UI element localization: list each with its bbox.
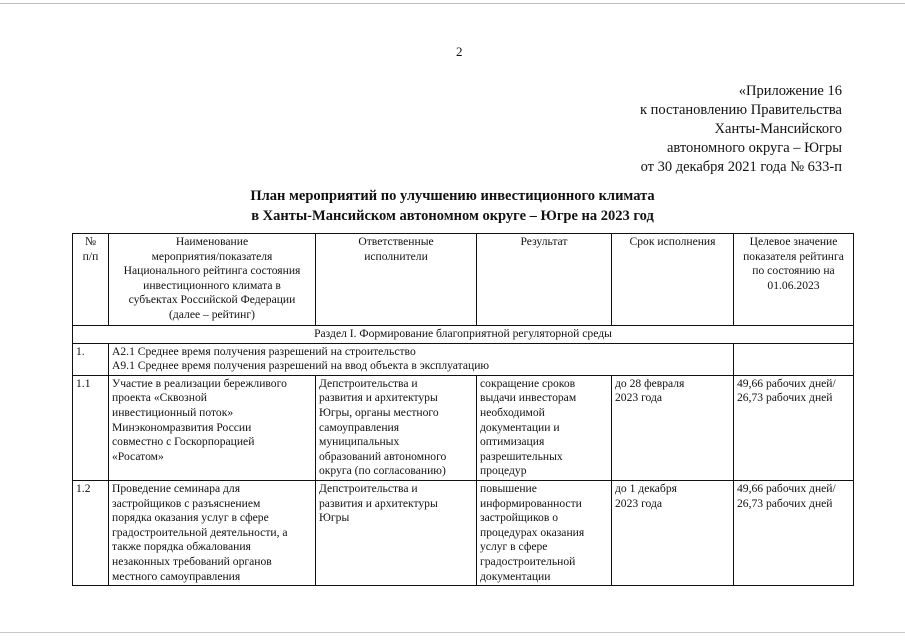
group-empty-cell <box>734 343 854 375</box>
cell-line: Минэкономразвития России <box>112 420 252 434</box>
header-text: субъектах Российской Федерации <box>128 293 296 307</box>
header-text: Результат <box>520 235 568 248</box>
cell-line: застройщиков с разъяснением <box>112 496 261 510</box>
cell-line: документации <box>480 569 551 583</box>
cell-line: градостроительной деятельности, а <box>112 525 288 539</box>
header-text: (далее – рейтинг) <box>169 307 255 321</box>
cell-line: порядка оказания услуг в сфере <box>112 511 269 525</box>
header-name <box>109 234 316 326</box>
header-deadline <box>612 234 734 326</box>
cell-line: 49,66 рабочих дней/ <box>737 481 836 495</box>
header-text: Наименование <box>175 235 249 248</box>
cell-line: услуг в сфере <box>480 540 548 554</box>
cell-line: необходимой <box>480 405 545 419</box>
cell-line: Проведение семинара для <box>112 481 241 495</box>
cell-line: образований автономного <box>319 449 447 463</box>
cell-line: процедурах оказания <box>480 525 585 539</box>
cell-line: процедур <box>480 464 527 478</box>
cell-line: Депстроительства и <box>319 481 418 495</box>
row-responsible <box>316 375 477 480</box>
row-target <box>734 480 854 585</box>
row-num: 1.1 <box>73 375 109 480</box>
header-result <box>477 234 612 326</box>
row-result <box>477 480 612 585</box>
appendix-line: «Приложение 16 <box>738 83 842 99</box>
row-result <box>477 375 612 480</box>
header-text: № <box>84 235 97 248</box>
cell-line: также порядка обжалования <box>112 540 251 554</box>
cell-line: «Росатом» <box>112 449 164 463</box>
cell-line: совместно с Госкорпорацией <box>112 435 255 449</box>
section-row <box>73 326 854 344</box>
group-row <box>73 343 854 375</box>
cell-line: оптимизация <box>480 435 545 449</box>
group-num: 1. <box>73 343 109 375</box>
row-deadline <box>612 375 734 480</box>
cell-line: документации и <box>480 420 560 434</box>
cell-line: 2023 года <box>615 391 663 405</box>
header-text: Целевое значение <box>749 235 838 248</box>
document-title <box>0 186 905 226</box>
scan-edge-bottom <box>0 632 905 633</box>
row-num: 1.2 <box>73 480 109 585</box>
cell-line: застройщиков о <box>480 511 559 525</box>
appendix-line: Ханты-Мансийского <box>714 121 842 137</box>
header-text: показателя рейтинга <box>743 249 844 263</box>
cell-line: 2023 года <box>615 496 663 510</box>
scan-edge-top <box>0 3 905 4</box>
cell-line: Югры <box>319 511 350 525</box>
indicator-line: А2.1 Среднее время получения разрешений на строительство <box>112 344 416 358</box>
header-responsible <box>316 234 477 326</box>
appendix-line: к постановлению Правительства <box>640 102 842 118</box>
page-number: 2 <box>456 44 463 59</box>
cell-line: до 28 февраля <box>615 376 685 390</box>
row-responsible <box>316 480 477 585</box>
row-name <box>109 480 316 585</box>
cell-line: Югры, органы местного <box>319 405 439 419</box>
row-target <box>734 375 854 480</box>
header-text: по состоянию на <box>752 264 835 278</box>
row-name <box>109 375 316 480</box>
header-text: исполнители <box>364 249 428 263</box>
cell-line: Депстроительства и <box>319 376 418 390</box>
header-text: мероприятия/показателя <box>151 249 273 263</box>
cell-line: 26,73 рабочих дней <box>737 391 833 405</box>
cell-line: развития и архитектуры <box>319 496 438 510</box>
header-text: Ответственные <box>358 235 434 248</box>
cell-line: сокращение сроков <box>480 376 576 390</box>
title-line: в Ханты-Мансийском автономном округе – Югре на 2023 год <box>251 208 654 224</box>
cell-line: разрешительных <box>480 449 563 463</box>
plan-table <box>72 233 854 586</box>
cell-line: 26,73 рабочих дней <box>737 496 833 510</box>
header-text: инвестиционного климата в <box>143 278 281 292</box>
cell-line: округа (по согласованию) <box>319 464 446 478</box>
cell-line: 49,66 рабочих дней/ <box>737 376 836 390</box>
appendix-line: от 30 декабря 2021 года № 633-п <box>640 159 842 175</box>
cell-line: повышение <box>480 481 537 495</box>
cell-line: проекта «Сквозной <box>112 391 207 405</box>
header-text: Национального рейтинга состояния <box>123 264 301 278</box>
title-line: План мероприятий по улучшению инвестиционного климата <box>250 188 655 204</box>
header-target <box>734 234 854 326</box>
cell-line: инвестиционный поток» <box>112 405 234 419</box>
table-row <box>73 375 854 480</box>
row-deadline <box>612 480 734 585</box>
cell-line: муниципальных <box>319 435 400 449</box>
section-title: Раздел I. Формирование благоприятной регуляторной среды <box>73 326 854 344</box>
header-text: 01.06.2023 <box>767 278 820 292</box>
appendix-block <box>640 82 842 177</box>
header-text: п/п <box>82 249 99 263</box>
cell-line: Участие в реализации бережливого <box>112 376 287 390</box>
cell-line: выдачи инвесторам <box>480 391 577 405</box>
table-row <box>73 480 854 585</box>
cell-line: информированности <box>480 496 582 510</box>
indicator-line: А9.1 Среднее время получения разрешений на ввод объекта в эксплуатацию <box>112 359 490 373</box>
header-num <box>73 234 109 326</box>
cell-line: градостроительной <box>480 554 576 568</box>
cell-line: самоуправления <box>319 420 400 434</box>
header-text: Срок исполнения <box>629 235 716 248</box>
cell-line: местного самоуправления <box>112 569 241 583</box>
cell-line: развития и архитектуры <box>319 391 438 405</box>
group-indicators <box>109 343 734 375</box>
table-header-row <box>73 234 854 326</box>
cell-line: незаконных требований органов <box>112 554 272 568</box>
cell-line: до 1 декабря <box>615 481 677 495</box>
appendix-line: автономного округа – Югры <box>666 140 842 156</box>
